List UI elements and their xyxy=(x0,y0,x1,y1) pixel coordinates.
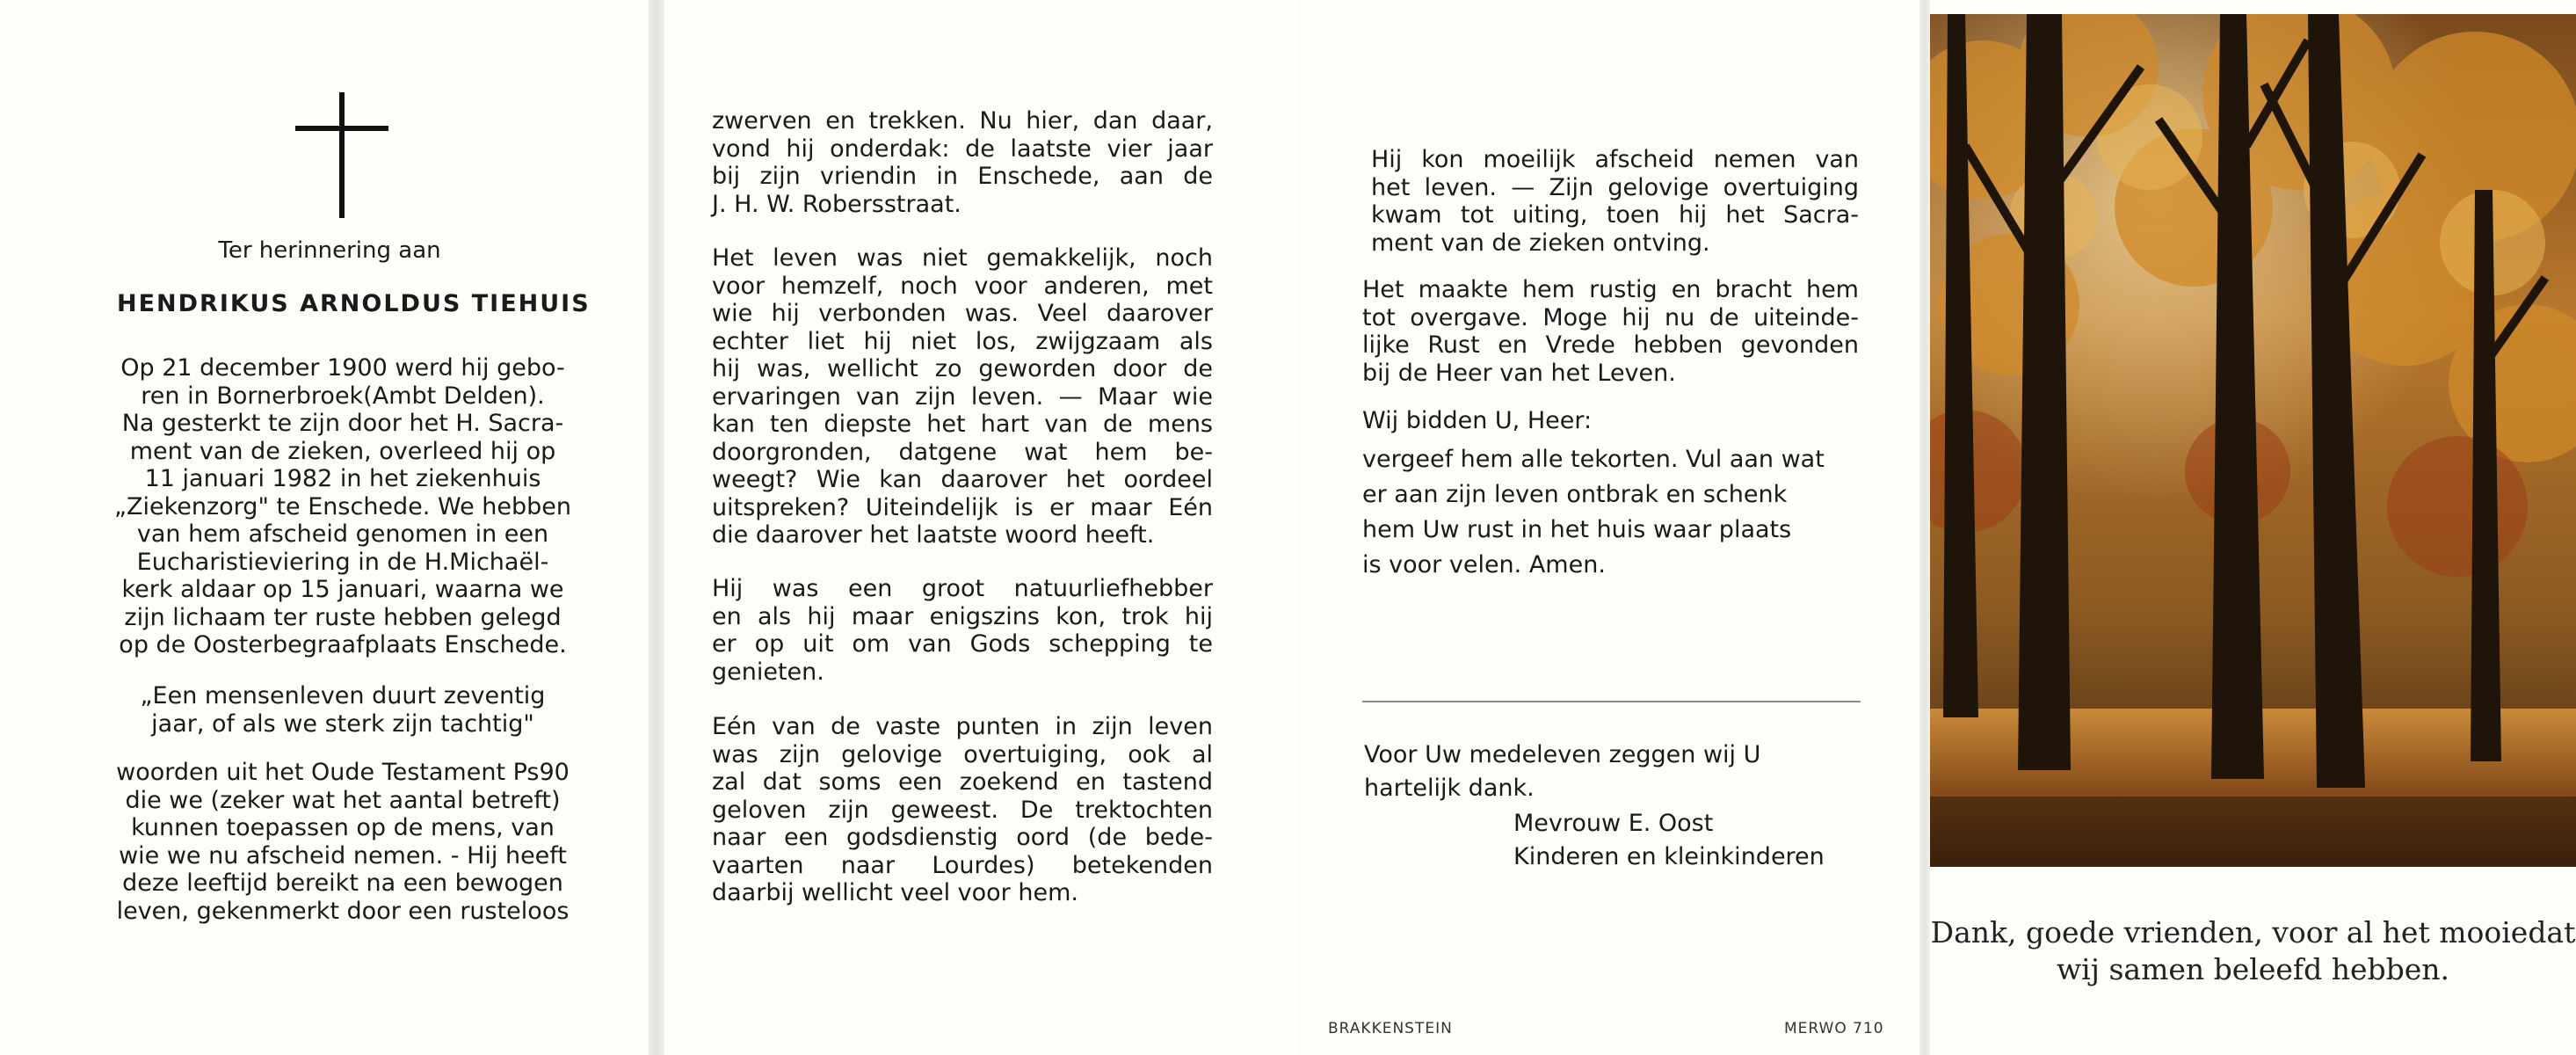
text-line: J. H. W. Robersstraat. xyxy=(712,190,961,218)
text-line: Het leven was niet gemakkelijk, noch xyxy=(712,244,1213,272)
fold-line-left xyxy=(649,0,664,1055)
commentary-line: woorden uit het Oude Testament Ps90 xyxy=(116,759,570,786)
page2-paragraph-4 xyxy=(712,713,1213,907)
print-code: MERWO 710 xyxy=(1784,1020,1884,1037)
text-line: vaarten naar Lourdes) betekenden xyxy=(712,851,1213,879)
text-line: die daarover het laatste woord heeft. xyxy=(712,521,1155,549)
text-line: tot overgave. Moge hij nu de uiteinde- xyxy=(1362,303,1859,331)
signature-line: Kinderen en kleinkinderen xyxy=(1513,843,1825,870)
commentary-line: deze leeftijd bereikt na een bewogen xyxy=(122,869,563,897)
bio-line: zijn lichaam ter ruste hebben gelegd xyxy=(124,603,562,631)
printer-name: BRAKKENSTEIN xyxy=(1328,1020,1453,1037)
commentary-line: leven, gekenmerkt door een rusteloos xyxy=(116,897,570,925)
text-line: lijke Rust en Vrede hebben gevonden xyxy=(1362,331,1859,359)
bio-line: 11 januari 1982 in het ziekenhuis xyxy=(144,465,541,492)
text-line: geloven zijn geweest. De trektochten xyxy=(712,796,1213,824)
page3-paragraph-1 xyxy=(1371,146,1859,257)
text-line: doorgronden, datgene wat hem be- xyxy=(712,438,1213,466)
text-line: Het maakte hem rustig en bracht hem xyxy=(1362,276,1859,303)
prayer-text xyxy=(1362,442,1872,583)
caption-line: Dank, goede vrienden, voor al het mooie xyxy=(1930,915,2529,950)
quote-commentary xyxy=(83,759,602,925)
text-line: ment van de zieken ontving. xyxy=(1371,229,1710,257)
text-line: er op uit om van Gods schepping te xyxy=(712,630,1213,658)
cross-icon xyxy=(295,92,388,218)
text-line: bij de Heer van het Leven. xyxy=(1362,359,1676,387)
commentary-line: kunnen toepassen op de mens, van xyxy=(131,814,555,841)
text-line: weegt? Wie kan daarover het oordeel xyxy=(712,466,1213,493)
biography-paragraph xyxy=(83,354,602,659)
bio-line: Eucharistieviering in de H.Michaël- xyxy=(136,548,549,576)
bio-line: van hem afscheid genomen in een xyxy=(136,520,549,548)
text-line: het leven. — Zijn gelovige overtuiging xyxy=(1371,173,1859,201)
text-line: Hij was een groot natuurliefhebber xyxy=(712,575,1213,602)
bio-line: Na gesterkt te zijn door het H. Sacra- xyxy=(121,410,564,437)
text-line: zwerven en trekken. Nu hier, dan daar, xyxy=(712,107,1213,135)
quote-line: „Een mensenleven duurt zeventig xyxy=(140,682,546,709)
text-line: zal dat soms een zoekend en tastend xyxy=(712,768,1213,796)
psalm-quote xyxy=(83,682,602,738)
sheet-gap xyxy=(1288,0,1298,1055)
page3-paragraph-2 xyxy=(1362,276,1859,387)
text-line: naar een godsdienstig oord (de bede- xyxy=(712,824,1213,851)
page2-paragraph-1 xyxy=(712,107,1213,218)
text-line: vond hij onderdak: de laatste vier jaar xyxy=(712,135,1213,163)
commentary-line: die we (zeker wat het aantal betreft) xyxy=(125,786,561,814)
caption-line: dat wij samen beleefd hebben. xyxy=(2056,915,2576,986)
signature-line: Mevrouw E. Oost xyxy=(1513,810,1714,837)
text-line: hij was, wellicht zo geworden door de xyxy=(712,355,1213,382)
text-line: genieten. xyxy=(712,658,824,686)
deceased-name: HENDRIKUS ARNOLDUS TIEHUIS xyxy=(117,290,591,317)
intro-line: Ter herinnering aan xyxy=(218,237,441,264)
text-line: ervaringen van zijn leven. — Maar wie xyxy=(712,382,1213,411)
prayer-intro-line: Wij bidden U, Heer: xyxy=(1362,407,1593,434)
text-line: daarbij wellicht veel voor hem. xyxy=(712,879,1078,906)
bio-line: kerk aldaar op 15 januari, waarna we xyxy=(121,576,564,603)
text-line: voor hemzelf, noch voor anderen, met xyxy=(712,272,1213,300)
text-line: was zijn gelovige overtuiging, ook al xyxy=(712,740,1213,768)
text-line: kwam tot uiting, toen hij het Sacra- xyxy=(1371,201,1859,229)
prayer-line: is voor velen. Amen. xyxy=(1362,551,1606,578)
thanks-line: hartelijk dank. xyxy=(1364,775,1535,802)
thanks-text xyxy=(1364,738,1856,805)
prayer-line: vergeef hem alle tekorten. Vul aan wat xyxy=(1362,446,1825,473)
page2-paragraph-2 xyxy=(712,244,1213,549)
text-line: Hij kon moeilijk afscheid nemen van xyxy=(1371,146,1859,173)
commentary-line: wie we nu afscheid nemen. - Hij heeft xyxy=(119,841,567,869)
prayer-intro xyxy=(1362,407,1592,435)
prayer-line: hem Uw rust in het huis waar plaats xyxy=(1362,516,1792,543)
autumn-forest-photo xyxy=(1930,14,2576,867)
text-line: uitspreken? Uiteindelijk is er maar Eén xyxy=(712,493,1213,521)
bio-line: Op 21 december 1900 werd hij gebo- xyxy=(120,354,565,382)
text-line: kan ten diepste het hart van de mens xyxy=(712,411,1213,438)
text-line: bij zijn vriendin in Enschede, aan de xyxy=(712,163,1213,190)
bio-line: ment van de zieken, overleed hij op xyxy=(129,437,556,465)
text-line: Eén van de vaste punten in zijn leven xyxy=(712,713,1213,740)
intro-text xyxy=(88,237,571,266)
bio-line: „Ziekenzorg" te Enschede. We hebben xyxy=(114,492,571,520)
prayer-line: er aan zijn leven ontbrak en schenk xyxy=(1362,481,1788,508)
bio-line: op de Oosterbegraafplaats Enschede. xyxy=(119,631,567,658)
text-line: en als hij maar enigszins kon, trok hij xyxy=(712,602,1213,630)
text-line: echter liet hij niet los, zwijgzaam als xyxy=(712,327,1213,355)
thanks-line: Voor Uw medeleven zeggen wij U xyxy=(1364,741,1761,768)
signature-block xyxy=(1513,807,1883,874)
text-line: wie hij verbonden was. Veel daarover xyxy=(712,300,1213,327)
photo-caption xyxy=(1930,914,2576,988)
fold-line-right xyxy=(1919,0,1930,1055)
divider-rule xyxy=(1362,701,1861,702)
bio-line: ren in Bornerbroek(Ambt Delden). xyxy=(141,382,545,410)
quote-line: jaar, of als we sterk zijn tachtig" xyxy=(151,709,534,738)
page2-paragraph-3 xyxy=(712,575,1213,686)
